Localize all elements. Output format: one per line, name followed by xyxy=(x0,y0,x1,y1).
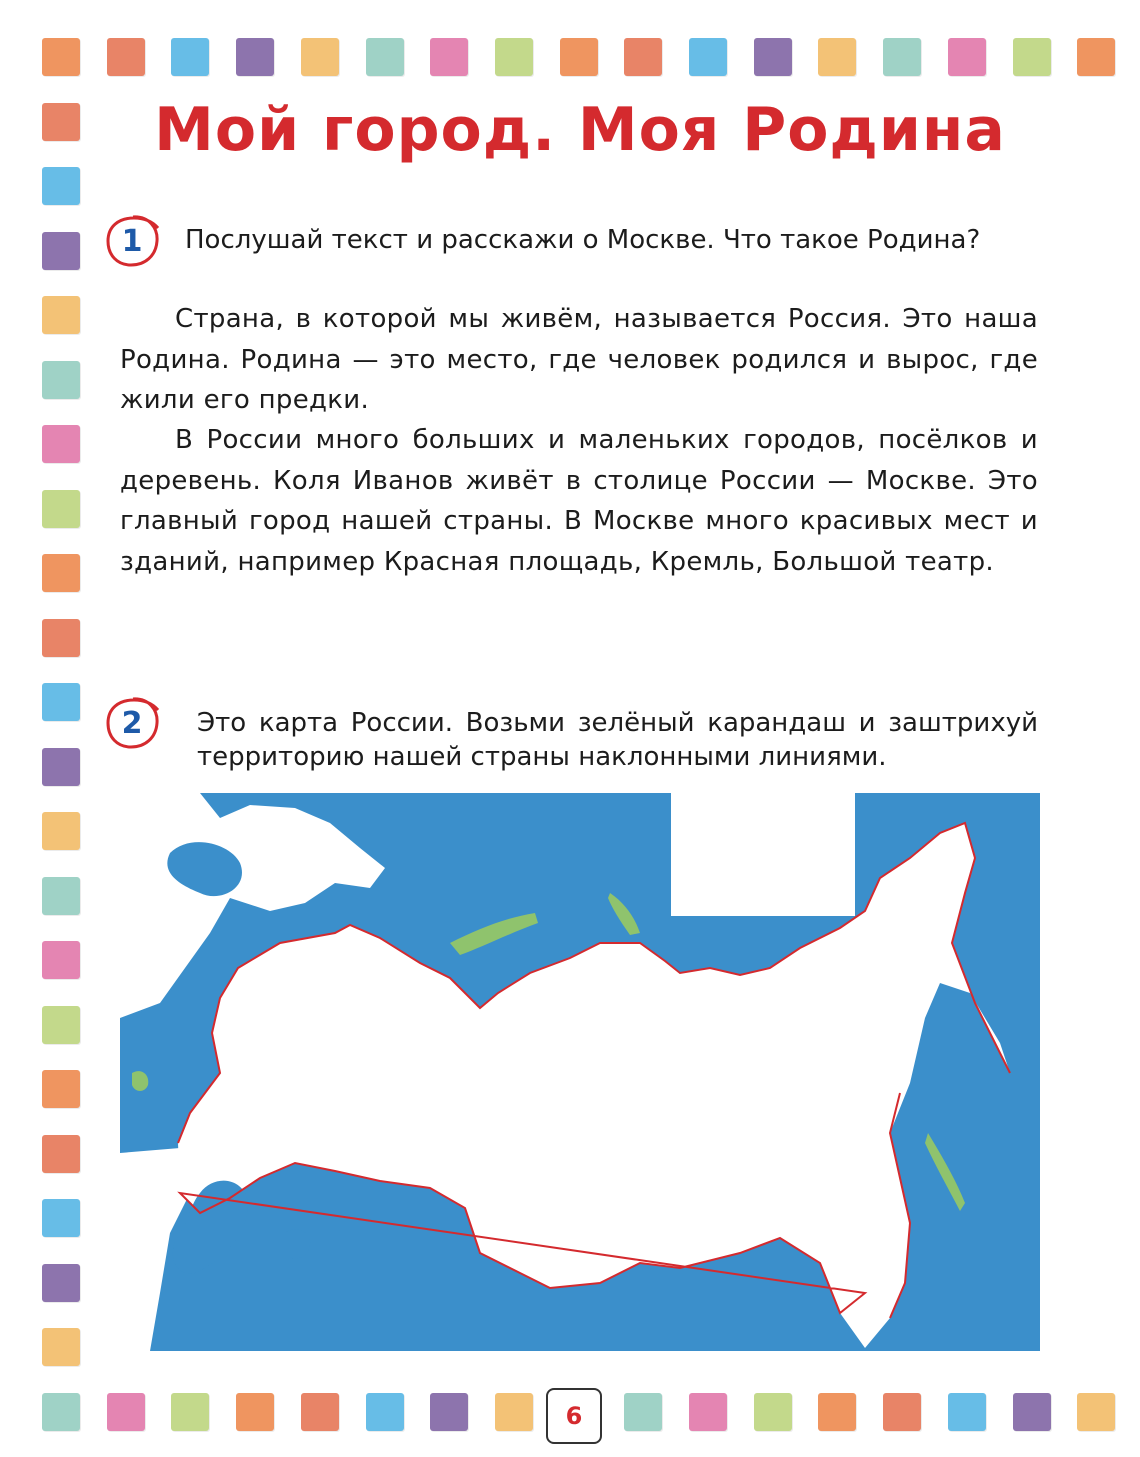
decorative-square xyxy=(42,167,80,205)
task-1-instruction: Послушай текст и расскажи о Москве. Что такое Родина? xyxy=(185,225,981,255)
decorative-square xyxy=(42,1006,80,1044)
russia-outline-map xyxy=(120,793,1040,1351)
task-number-circle-icon xyxy=(103,212,161,270)
decorative-square xyxy=(1077,1393,1115,1431)
decorative-square xyxy=(366,38,404,76)
decorative-square xyxy=(883,38,921,76)
decorative-square xyxy=(42,1070,80,1108)
decorative-square xyxy=(948,1393,986,1431)
decorative-square xyxy=(1013,1393,1051,1431)
decorative-square xyxy=(171,38,209,76)
decorative-square xyxy=(818,1393,856,1431)
decorative-square xyxy=(301,38,339,76)
decorative-square xyxy=(689,1393,727,1431)
task-1-paragraph: В России много больших и маленьких городов, посёлков и деревень. Коля Иванов живёт в столице России — Москве. Это главный город нашей страны. В Москве много красивых мест и зданий, например Красная площадь, Кремль, Большой театр. xyxy=(120,425,1038,577)
decorative-square xyxy=(42,877,80,915)
task-2-badge xyxy=(103,694,161,752)
decorative-square xyxy=(42,1264,80,1302)
decorative-square xyxy=(42,748,80,786)
decorative-square xyxy=(624,1393,662,1431)
decorative-square xyxy=(754,1393,792,1431)
decorative-square xyxy=(560,38,598,76)
decorative-square xyxy=(818,38,856,76)
decorative-square xyxy=(42,38,80,76)
decorative-square xyxy=(236,38,274,76)
task-1-paragraph: Страна, в которой мы живём, называется Россия. Это наша Родина. Родина — это место, где человек родился и вырос, где жили его предки. xyxy=(120,304,1038,415)
decorative-square xyxy=(236,1393,274,1431)
decorative-square xyxy=(42,232,80,270)
decorative-square xyxy=(42,1135,80,1173)
decorative-square xyxy=(624,38,662,76)
decorative-square xyxy=(42,296,80,334)
decorative-square xyxy=(42,1328,80,1366)
decorative-square xyxy=(42,361,80,399)
decorative-square xyxy=(42,812,80,850)
task-1-badge xyxy=(103,212,161,270)
decorative-square xyxy=(171,1393,209,1431)
map-cutout xyxy=(671,793,855,916)
decorative-square xyxy=(42,619,80,657)
task-number-circle-icon xyxy=(103,694,161,752)
decorative-square xyxy=(107,38,145,76)
task-2-number: 2 xyxy=(121,706,143,741)
decorative-square xyxy=(42,103,80,141)
decorative-square xyxy=(754,38,792,76)
decorative-square xyxy=(1077,38,1115,76)
decorative-square xyxy=(689,38,727,76)
decorative-square xyxy=(430,38,468,76)
page-title: Мой город. Моя Родина xyxy=(154,95,1006,165)
decorative-square xyxy=(495,38,533,76)
page-number: 6 xyxy=(546,1388,602,1444)
decorative-square xyxy=(366,1393,404,1431)
decorative-square xyxy=(42,941,80,979)
decorative-square xyxy=(948,38,986,76)
decorative-square xyxy=(42,425,80,463)
decorative-square xyxy=(107,1393,145,1431)
decorative-square xyxy=(1013,38,1051,76)
decorative-square xyxy=(42,683,80,721)
decorative-square xyxy=(42,1393,80,1431)
decorative-square xyxy=(883,1393,921,1431)
decorative-square xyxy=(42,554,80,592)
task-2-instruction: Это карта России. Возьми зелёный карандаш и заштрихуй территорию нашей страны наклонными линиями. xyxy=(197,708,1038,772)
decorative-square xyxy=(42,1199,80,1237)
decorative-square xyxy=(42,490,80,528)
task-1-number: 1 xyxy=(121,224,143,259)
decorative-square xyxy=(495,1393,533,1431)
decorative-square xyxy=(430,1393,468,1431)
decorative-square xyxy=(301,1393,339,1431)
